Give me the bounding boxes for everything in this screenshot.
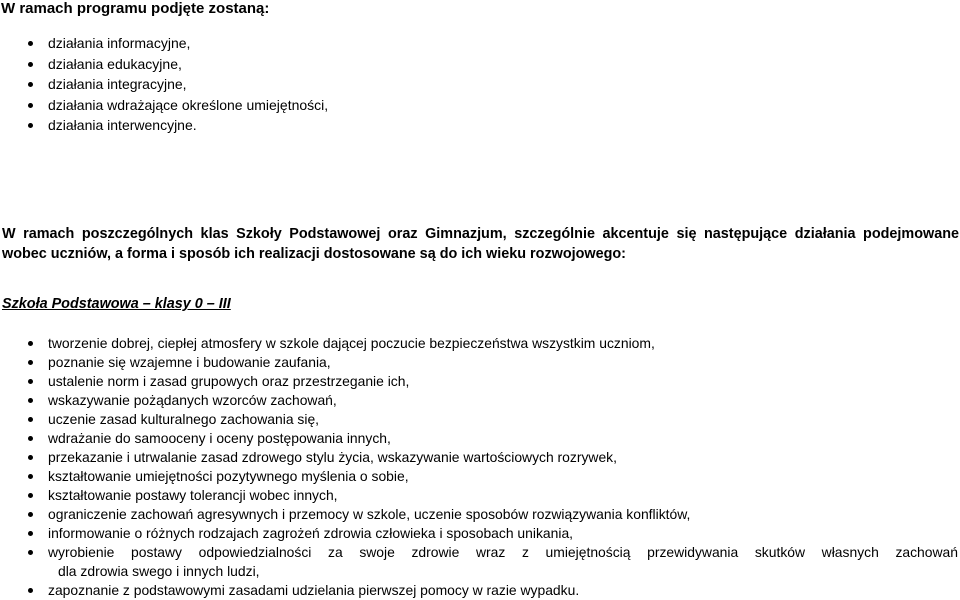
subsection-actions-list: [0, 334, 958, 600]
list-item: zapoznanie z podstawowymi zasadami udzielania pierwszej pomocy w razie wypadku.: [0, 581, 958, 600]
list-item: kształtowanie postawy tolerancji wobec innych,: [0, 486, 958, 505]
list-item: działania interwencyjne.: [0, 115, 328, 136]
list-item: przekazanie i utrwalanie zasad zdrowego stylu życia, wskazywanie wartościowych rozrywek,: [0, 448, 958, 467]
list-item: ustalenie norm i zasad grupowych oraz przestrzeganie ich,: [0, 372, 958, 391]
list-item: działania informacyjne,: [0, 33, 328, 54]
list-item: kształtowanie umiejętności pozytywnego myślenia o sobie,: [0, 467, 958, 486]
list-item: poznanie się wzajemne i budowanie zaufania,: [0, 353, 958, 372]
subsection-title: Szkoła Podstawowa – klasy 0 – III: [2, 296, 231, 312]
program-actions-list: [0, 33, 328, 136]
list-item: informowanie o różnych rodzajach zagrożeń zdrowia człowieka i sposobach unikania,: [0, 524, 958, 543]
list-item-continuation: dla zdrowia swego i innych ludzi,: [58, 563, 260, 579]
list-item: wskazywanie pożądanych wzorców zachowań,: [0, 391, 958, 410]
intro-paragraph: W ramach poszczególnych klas Szkoły Podstawowej oraz Gimnazjum, szczególnie akcentuje się następujące działania podejmowane wobec uczniów, a forma i sposób ich realizacji dostosowane są do ich wieku rozwojowego:: [2, 226, 959, 262]
list-item: uczenie zasad kulturalnego zachowania się,: [0, 410, 958, 429]
section-heading: W ramach programu podjęte zostaną:: [1, 0, 270, 17]
list-item: działania edukacyjne,: [0, 54, 328, 75]
list-item: działania wdrażające określone umiejętności,: [0, 95, 328, 116]
list-item: tworzenie dobrej, ciepłej atmosfery w szkole dającej poczucie bezpieczeństwa wszystkim uczniom,: [0, 334, 958, 353]
list-item: ograniczenie zachowań agresywnych i przemocy w szkole, uczenie sposobów rozwiązywania konfliktów,: [0, 505, 958, 524]
list-item-text: wyrobienie postawy odpowiedzialności za swoje zdrowie wraz z umiejętnością przewidywania skutków własnych zachowań: [48, 544, 958, 560]
list-item: działania integracyjne,: [0, 74, 328, 95]
list-item: [0, 543, 958, 581]
list-item: wdrażanie do samooceny i oceny postępowania innych,: [0, 429, 958, 448]
